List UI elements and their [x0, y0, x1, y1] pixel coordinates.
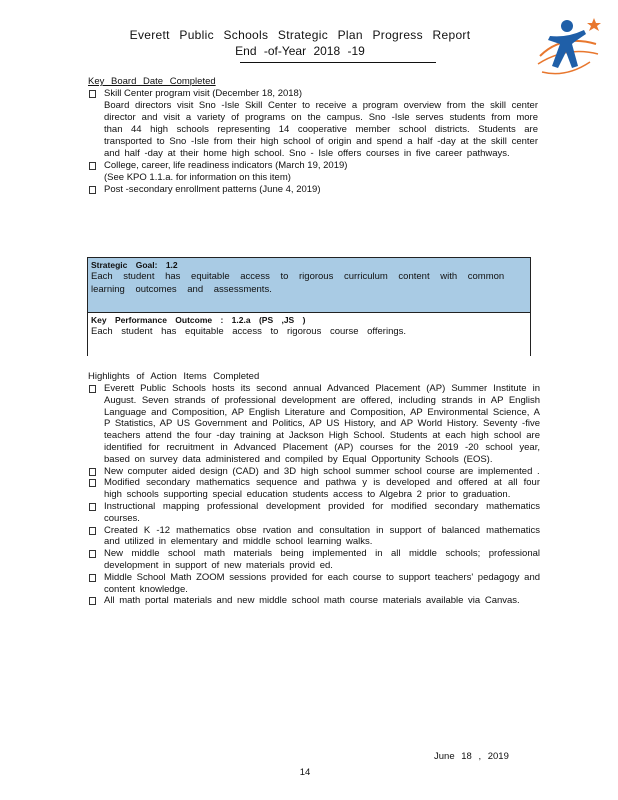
page-number: 14: [299, 767, 311, 778]
square-bullet-icon: [89, 90, 96, 98]
square-bullet-icon: [89, 503, 96, 511]
kpo-text: Each student has equitable access to rigorous course offerings.: [91, 326, 407, 337]
item-line: Post -secondary enrollment patterns (June 4, 2019): [104, 184, 321, 195]
square-bullet-icon: [89, 550, 96, 558]
strategic-goal-label: Strategic Goal: 1.2: [91, 260, 178, 270]
kpo-label: Key Performance Outcome : 1.2.a (PS ,JS ): [91, 315, 306, 325]
square-bullet-icon: [89, 162, 96, 170]
list-item-text: Created K -12 mathematics obse rvation and consultation in support of balanced mathematics and utilized in elementary and middle school learning walks.: [104, 524, 540, 548]
list-item-text: Middle School Math ZOOM sessions provided for each course to support teachers' pedagogy and content knowledge.: [104, 571, 541, 595]
list-item: [88, 477, 540, 501]
report-title: Everett Public Schools Strategic Plan Progress Report: [129, 28, 471, 42]
square-bullet-icon: [89, 597, 96, 605]
list-item: [88, 383, 540, 466]
square-bullet-icon: [89, 479, 96, 487]
list-item: [88, 184, 538, 196]
kpo-box: [87, 313, 531, 356]
strategic-goal-text: Each student has equitable access to rigorous curriculum content with common learning outcomes and assessments.: [91, 271, 505, 295]
list-item-text: New middle school math materials being implemented in all middle schools; professional development in support of new materials provid ed.: [104, 548, 540, 571]
list-item-text: Instructional mapping professional development provided for modified secondary mathematics courses.: [104, 500, 540, 524]
list-item-text: Modified secondary mathematics sequence and pathwa y is developed and offered at all four high schools supporting special education students access to Algebra 2 prior to graduation.: [104, 477, 540, 501]
list-item: [88, 160, 538, 184]
report-subtitle: End -of-Year 2018 -19: [235, 44, 365, 58]
item-line: College, career, life readiness indicators (March 19, 2019): [104, 160, 348, 171]
list-item-text: All math portal materials and new middle school math course materials available via Canvas.: [104, 595, 520, 607]
list-item: [88, 501, 540, 525]
highlights-list: [88, 383, 540, 607]
highlights-heading: Highlights of Action Items Completed: [88, 371, 260, 382]
title-underline: [240, 62, 436, 63]
key-board-heading: Key Board Date Completed: [88, 76, 216, 87]
item-line: (See KPO 1.1.a. for information on this item): [104, 172, 291, 183]
report-date: June 18 , 2019: [434, 751, 509, 762]
list-item-text: Everett Public Schools hosts its second annual Advanced Placement (AP) Summer Institute in August. Seven strands of professional development are offered, including strands in AP English Language and Composition, AP English Literature and Composition, AP Environmental Science, A P Statistics, AP US Government and Politics, AP US History, and AP World History. Seventy -five teachers attend the four -day training at Jackson High School. Students at each high school are identified for recruitment in Advanced Placement (AP) courses for the 2019 -20 school year, based on survey data administered and compiled by Equal Opportunity Schools (EOS).: [104, 383, 540, 465]
square-bullet-icon: [89, 186, 96, 194]
square-bullet-icon: [89, 574, 96, 582]
list-item-text: New computer aided design (CAD) and 3D high school summer school course are implemented .: [104, 465, 540, 477]
list-item: [88, 572, 540, 596]
list-item: [88, 466, 540, 478]
square-bullet-icon: [89, 468, 96, 476]
list-item: [88, 525, 540, 549]
district-logo: [532, 14, 604, 84]
square-bullet-icon: [89, 385, 96, 393]
item-paragraph: Board directors visit Sno -Isle Skill Center to receive a program overview from the skill center director and visit a variety of programs on the campus. Sno -Isle serves students from more than 44 high schools representing 14 cooperative member school districts. Students are transported to Sno -Isle from their high school of origin and spend a half -day at the skill center and half -day at their home high school. Sno - Isle offers courses in five career pathways.: [104, 100, 538, 159]
list-item: [88, 548, 540, 572]
item-line: Skill Center program visit (December 18, 2018): [104, 88, 302, 99]
square-bullet-icon: [89, 527, 96, 535]
list-item: [88, 595, 540, 607]
strategic-goal-box: [87, 257, 531, 313]
list-item: [88, 88, 538, 160]
key-board-list: [88, 88, 538, 196]
